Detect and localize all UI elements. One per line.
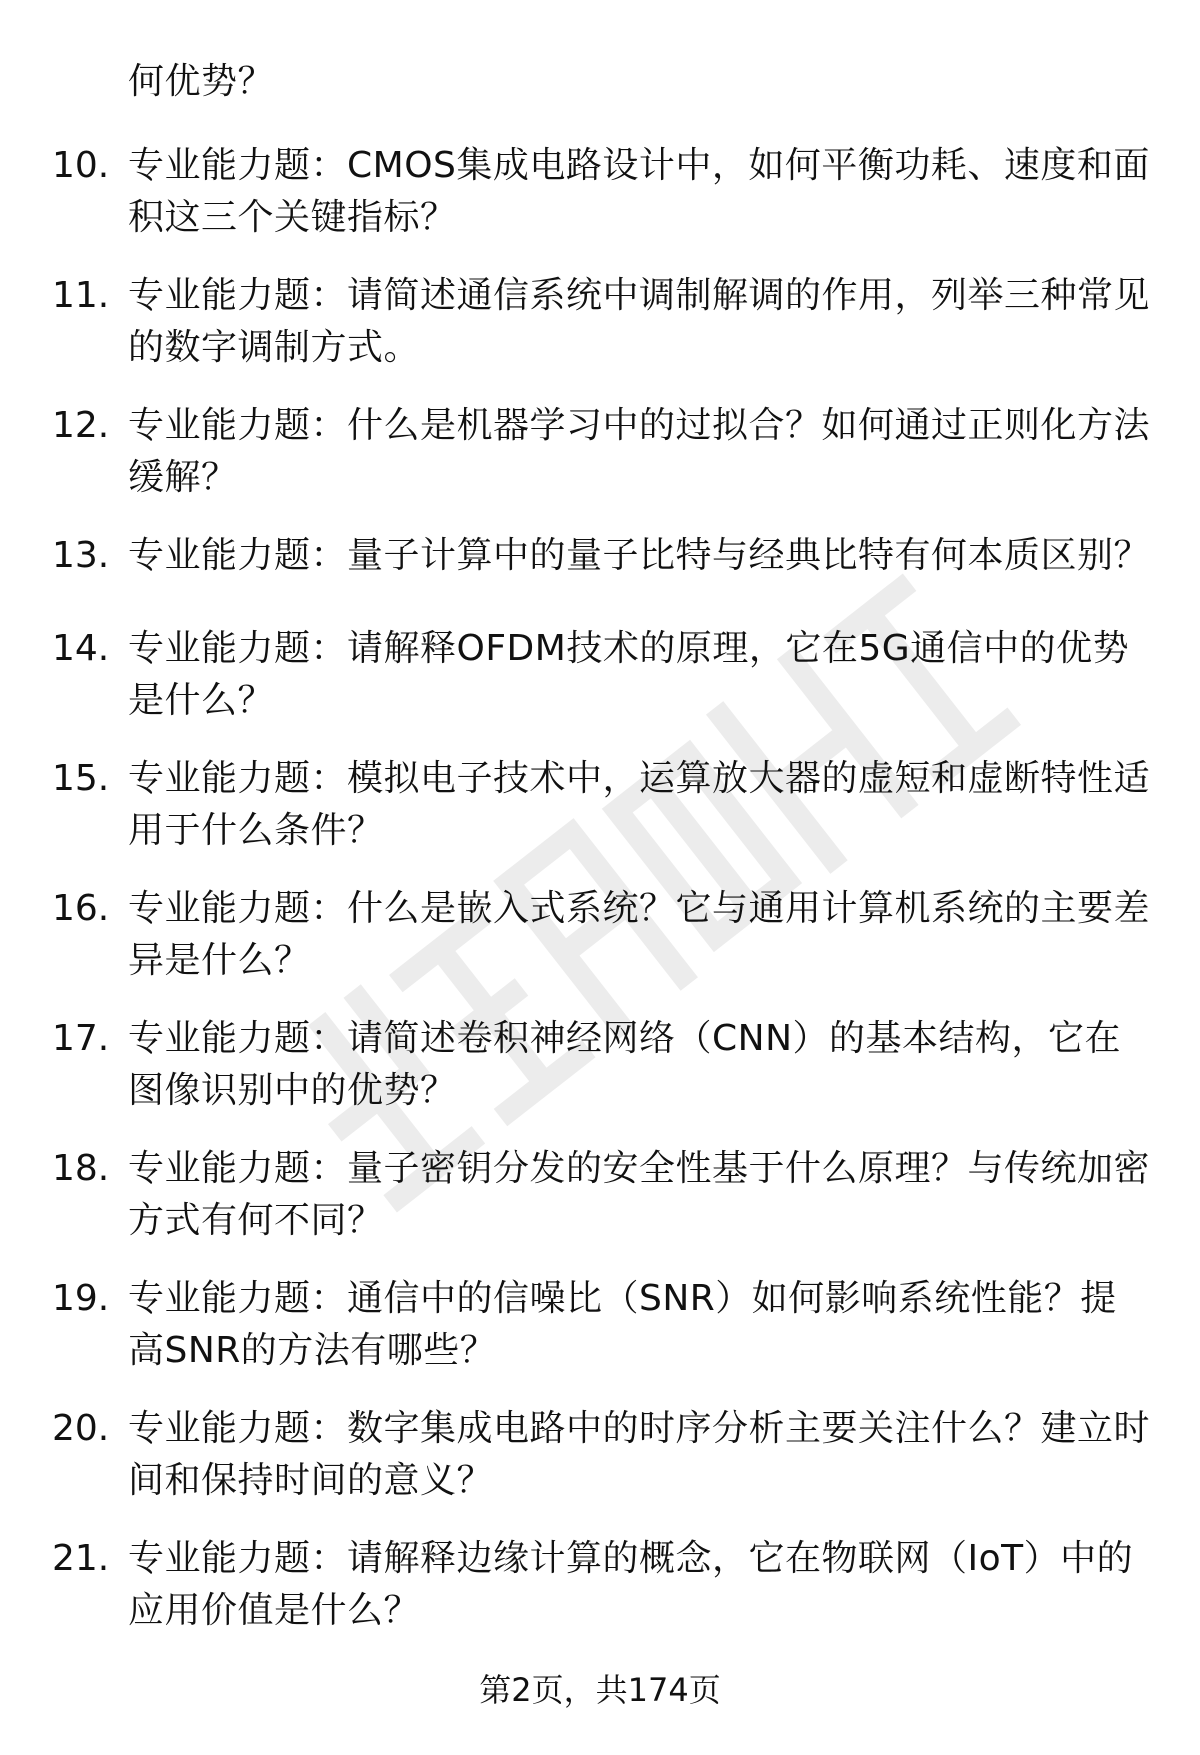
question-item bbox=[0, 140, 1200, 246]
question-item bbox=[0, 530, 1200, 586]
question-list bbox=[0, 140, 1200, 1663]
question-number: 11. bbox=[52, 275, 110, 316]
question-item bbox=[0, 623, 1200, 729]
question-number: 17. bbox=[52, 1018, 110, 1059]
question-number: 10. bbox=[52, 145, 110, 186]
question-text: 专业能力题：什么是嵌入式系统？它与通用计算机系统的主要差异是什么？ bbox=[128, 888, 1151, 981]
continued-question-text: 何优势？ bbox=[128, 61, 275, 102]
question-item bbox=[0, 883, 1200, 989]
question-item bbox=[0, 1143, 1200, 1249]
question-item bbox=[0, 1013, 1200, 1119]
question-text: 专业能力题：请解释OFDM技术的原理，它在5G通信中的优势是什么？ bbox=[128, 628, 1130, 721]
question-item bbox=[0, 753, 1200, 859]
question-number: 13. bbox=[52, 535, 110, 576]
question-text: 专业能力题：模拟电子技术中，运算放大器的虚短和虚断特性适用于什么条件？ bbox=[128, 758, 1151, 851]
question-text: 专业能力题：CMOS集成电路设计中，如何平衡功耗、速度和面积这三个关键指标？ bbox=[128, 145, 1150, 238]
question-item bbox=[0, 1403, 1200, 1509]
question-number: 16. bbox=[52, 888, 110, 929]
question-item bbox=[0, 1273, 1200, 1379]
question-text: 专业能力题：量子计算中的量子比特与经典比特有何本质区别？ bbox=[128, 535, 1151, 576]
question-text: 专业能力题：请简述卷积神经网络（CNN）的基本结构，它在图像识别中的优势？ bbox=[128, 1018, 1121, 1111]
question-number: 15. bbox=[52, 758, 110, 799]
question-number: 14. bbox=[52, 628, 110, 669]
question-number: 21. bbox=[52, 1538, 110, 1579]
question-number: 19. bbox=[52, 1278, 110, 1319]
question-item bbox=[0, 400, 1200, 506]
question-text: 专业能力题：通信中的信噪比（SNR）如何影响系统性能？提高SNR的方法有哪些？ bbox=[128, 1278, 1117, 1371]
question-text: 专业能力题：请解释边缘计算的概念，它在物联网（IoT）中的应用价值是什么？ bbox=[128, 1538, 1134, 1631]
page-footer: 第2页，共174页 bbox=[479, 1671, 721, 1709]
question-number: 20. bbox=[52, 1408, 110, 1449]
question-number: 12. bbox=[52, 405, 110, 446]
question-text: 专业能力题：什么是机器学习中的过拟合？如何通过正则化方法缓解？ bbox=[128, 405, 1151, 498]
question-text: 专业能力题：量子密钥分发的安全性基于什么原理？与传统加密方式有何不同？ bbox=[128, 1148, 1151, 1241]
question-text: 专业能力题：数字集成电路中的时序分析主要关注什么？建立时间和保持时间的意义？ bbox=[128, 1408, 1151, 1501]
question-item bbox=[0, 1533, 1200, 1639]
question-item bbox=[0, 270, 1200, 376]
question-text: 专业能力题：请简述通信系统中调制解调的作用，列举三种常见的数字调制方式。 bbox=[128, 275, 1151, 368]
question-number: 18. bbox=[52, 1148, 110, 1189]
